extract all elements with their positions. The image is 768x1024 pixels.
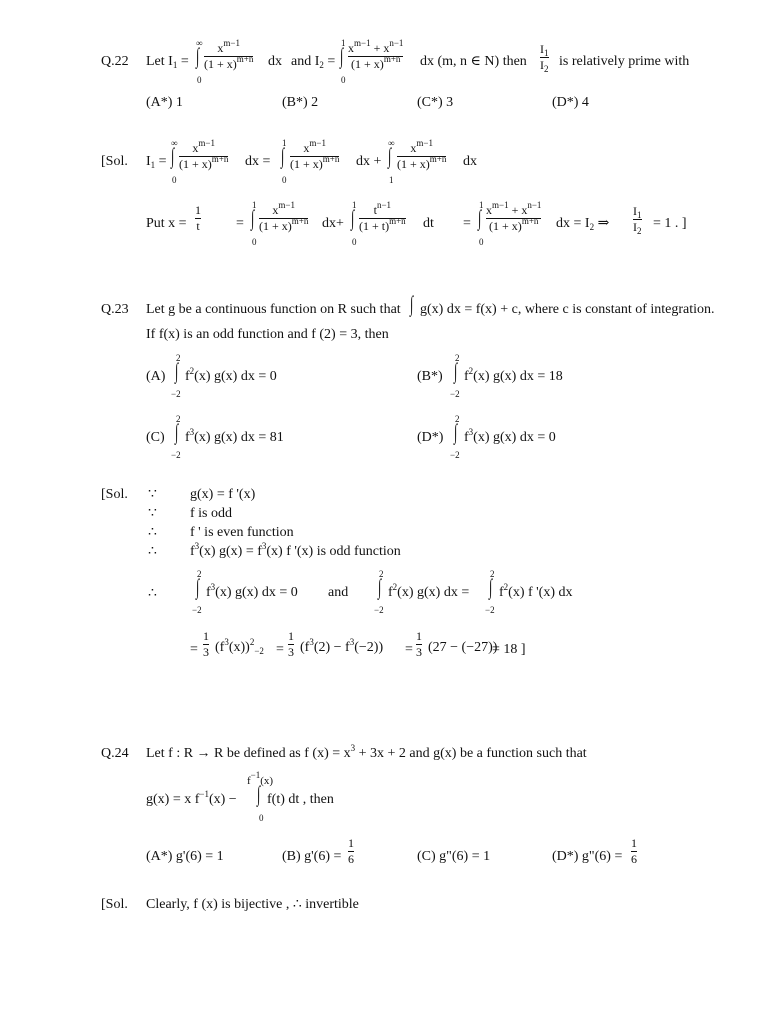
fraction: $t^{n-1}$ $(1 + t)^{m+n}$	[359, 200, 406, 233]
option-d: (D*)	[417, 430, 444, 445]
q24-line1: Let f : R → R be defined as f $(x) = x^3 + 3x + 2$ and g(x) be a function such that	[146, 743, 587, 761]
upper-limit: 2	[455, 353, 460, 363]
lower-limit: 0	[172, 175, 177, 185]
option-a: (A*) 1	[146, 95, 183, 110]
dx-plus: dx +	[356, 154, 382, 169]
option-b: (B*) 2	[282, 95, 319, 110]
lower-limit: 0	[252, 237, 257, 247]
fraction: $x^{m-1}$ $(1 + x)^{m+n}$	[204, 38, 254, 71]
q22-text-let: Let $I_1$ =	[146, 54, 189, 70]
upper-limit: $f^{-1}(x)$	[247, 770, 274, 787]
lower-limit: −2	[171, 450, 181, 460]
integral-sign: ∫	[196, 574, 200, 599]
because-symbol: ∵	[148, 487, 157, 502]
lower-limit: 0	[479, 237, 484, 247]
integral-sign: ∫	[478, 205, 482, 230]
upper-limit: 1	[479, 200, 484, 210]
option-c: (C)	[146, 430, 165, 445]
q22-tail: dx (m, n ∈ N) then	[420, 54, 527, 69]
integral-sign: ∫	[251, 205, 255, 230]
upper-limit: 1	[352, 200, 357, 210]
integral-expr-2: $f^2(x)$ g(x) dx =	[388, 582, 470, 600]
integral-expr-3: $f^2(x)$ f '(x) dx	[499, 582, 573, 600]
fraction: $x^{m-1}$ $(1 + x)^{m+n}$	[397, 138, 447, 171]
lower-limit: −2	[374, 605, 384, 615]
q22-rest: is relatively prime with	[559, 54, 690, 69]
upper-limit: 2	[176, 414, 181, 424]
final-result: = 1 . ]	[653, 216, 687, 231]
integral-sign: ∫	[378, 574, 382, 599]
lower-limit: 0	[259, 813, 264, 823]
question-number: Q.24	[101, 746, 129, 761]
solution-label: [Sol.	[101, 487, 128, 502]
q23-line1: Let g be a continuous function on R such that	[146, 302, 401, 317]
fraction: 1 3	[416, 629, 422, 659]
equals: =	[463, 216, 471, 231]
question-number: Q.22	[101, 54, 129, 69]
upper-limit: 2	[490, 569, 495, 579]
sol23-line4: $f^3(x) g(x) = f^3(x)$ f '(x) is odd function	[190, 541, 401, 559]
fraction: $x^{m-1} + x^{n-1}$ $(1 + x)^{m+n}$	[486, 200, 542, 233]
fraction: 1 6	[631, 836, 637, 866]
q23-line2: If f(x) is an odd function and f (2) = 3, then	[146, 327, 389, 342]
therefore-symbol: ∴	[148, 544, 157, 559]
fraction: 1 6	[348, 836, 354, 866]
lower-limit: 0	[197, 75, 202, 85]
upper-limit: ∞	[196, 38, 203, 48]
equals: =	[276, 642, 284, 657]
lower-limit: −2	[450, 389, 460, 399]
option-b: (B*)	[417, 369, 443, 384]
sol23-line1: g(x) = f '(x)	[190, 487, 256, 502]
lower-limit: 0	[282, 175, 287, 185]
put-text: Put x =	[146, 216, 187, 231]
fraction: $x^{m-1}$ $(1 + x)^{m+n}$	[290, 138, 340, 171]
dt-text: dt	[423, 216, 434, 231]
option-a: (A)	[146, 369, 166, 384]
sol23-line3: f ' is even function	[190, 525, 294, 540]
upper-limit: 1	[341, 38, 346, 48]
option-c-expr: $f^3(x)$ g(x) dx = 81	[185, 427, 284, 445]
sol22-i1: $I_1$ =	[146, 154, 167, 170]
therefore-symbol: ∴	[148, 525, 157, 540]
lower-limit: 0	[352, 237, 357, 247]
paren-expr-1: $(f^3(x))^2_{-2}$	[215, 637, 264, 656]
option-d: (D*) g"(6) =	[552, 849, 623, 864]
equals: =	[236, 216, 244, 231]
lower-limit: −2	[192, 605, 202, 615]
integral-sign: ∫	[410, 291, 414, 316]
ratio-fraction: $I_1$ $I_2$	[633, 204, 642, 236]
equals: =	[405, 642, 413, 657]
integral-expr-1: $f^3(x)$ g(x) dx = 0	[206, 582, 298, 600]
ratio-fraction: $I_1$ $I_2$	[540, 42, 549, 74]
lower-limit: −2	[485, 605, 495, 615]
paren-expr-3: (27 − (−27))	[428, 640, 498, 655]
fraction: 1 3	[203, 629, 209, 659]
because-symbol: ∵	[148, 506, 157, 521]
integral-sign: ∫	[454, 358, 458, 383]
integral-sign: ∫	[257, 781, 261, 806]
integral-sign: ∫	[281, 143, 285, 168]
integral-sign: ∫	[340, 43, 344, 68]
integral-sign: ∫	[454, 419, 458, 444]
dx-plus: dx+	[322, 216, 344, 231]
upper-limit: ∞	[388, 138, 395, 148]
option-b-expr: $f^2(x)$ g(x) dx = 18	[464, 366, 563, 384]
option-a-expr: $f^2(x)$ g(x) dx = 0	[185, 366, 277, 384]
q23-line1-b: g(x) dx = f(x) + c, where c is constant of integration.	[420, 302, 715, 317]
fraction: 1 t	[195, 203, 201, 233]
integral-sign: ∫	[489, 574, 493, 599]
upper-limit: 2	[197, 569, 202, 579]
integral-sign: ∫	[171, 143, 175, 168]
option-d: (D*) 4	[552, 95, 589, 110]
upper-limit: 2	[455, 414, 460, 424]
lower-limit: −2	[171, 389, 181, 399]
paren-expr-2: $(f^3(2) - f^3(-2))$	[300, 637, 384, 655]
option-c: (C*) 3	[417, 95, 454, 110]
option-a: (A*) g'(6) = 1	[146, 849, 224, 864]
integral-sign: ∫	[351, 205, 355, 230]
solution-label: [Sol.	[101, 897, 128, 912]
equals: =	[190, 642, 198, 657]
dx-eq: dx =	[245, 154, 271, 169]
dx-text: dx	[268, 54, 282, 69]
g-integral: f(t) dt , then	[267, 792, 334, 807]
fraction: $x^{m-1}$ $(1 + x)^{m+n}$	[259, 200, 309, 233]
lower-limit: 1	[389, 175, 394, 185]
dx-text: dx	[463, 154, 477, 169]
g-definition: g(x) = x $f^{-1}(x)$ −	[146, 789, 237, 807]
option-c: (C) g"(6) = 1	[417, 849, 491, 864]
therefore-symbol: ∴	[148, 586, 157, 601]
upper-limit: 2	[379, 569, 384, 579]
option-b: (B) g'(6) =	[282, 849, 342, 864]
upper-limit: 1	[282, 138, 287, 148]
fraction: $x^{m-1}$ $(1 + x)^{m+n}$	[179, 138, 229, 171]
lower-limit: 0	[341, 75, 346, 85]
sol23-line2: f is odd	[190, 506, 232, 521]
fraction: $x^{m-1} + x^{n-1}$ $(1 + x)^{m+n}$	[348, 38, 404, 71]
integral-sign: ∫	[196, 43, 200, 68]
sol24-text: Clearly, f (x) is bijective , ∴ invertible	[146, 897, 359, 912]
lower-limit: −2	[450, 450, 460, 460]
upper-limit: 2	[176, 353, 181, 363]
option-d-expr: $f^3(x)$ g(x) dx = 0	[464, 427, 556, 445]
question-number: Q.23	[101, 302, 129, 317]
final-result: = 18 ]	[492, 642, 526, 657]
integral-sign: ∫	[175, 358, 179, 383]
result-i2: dx = $I_2$ ⇒	[556, 216, 610, 232]
q22-and-i2: and $I_2$ =	[291, 54, 336, 70]
integral-sign: ∫	[388, 143, 392, 168]
fraction: 1 3	[288, 629, 294, 659]
upper-limit: 1	[252, 200, 257, 210]
solution-label: [Sol.	[101, 154, 128, 169]
and-text: and	[328, 585, 349, 600]
integral-sign: ∫	[175, 419, 179, 444]
upper-limit: ∞	[171, 138, 178, 148]
